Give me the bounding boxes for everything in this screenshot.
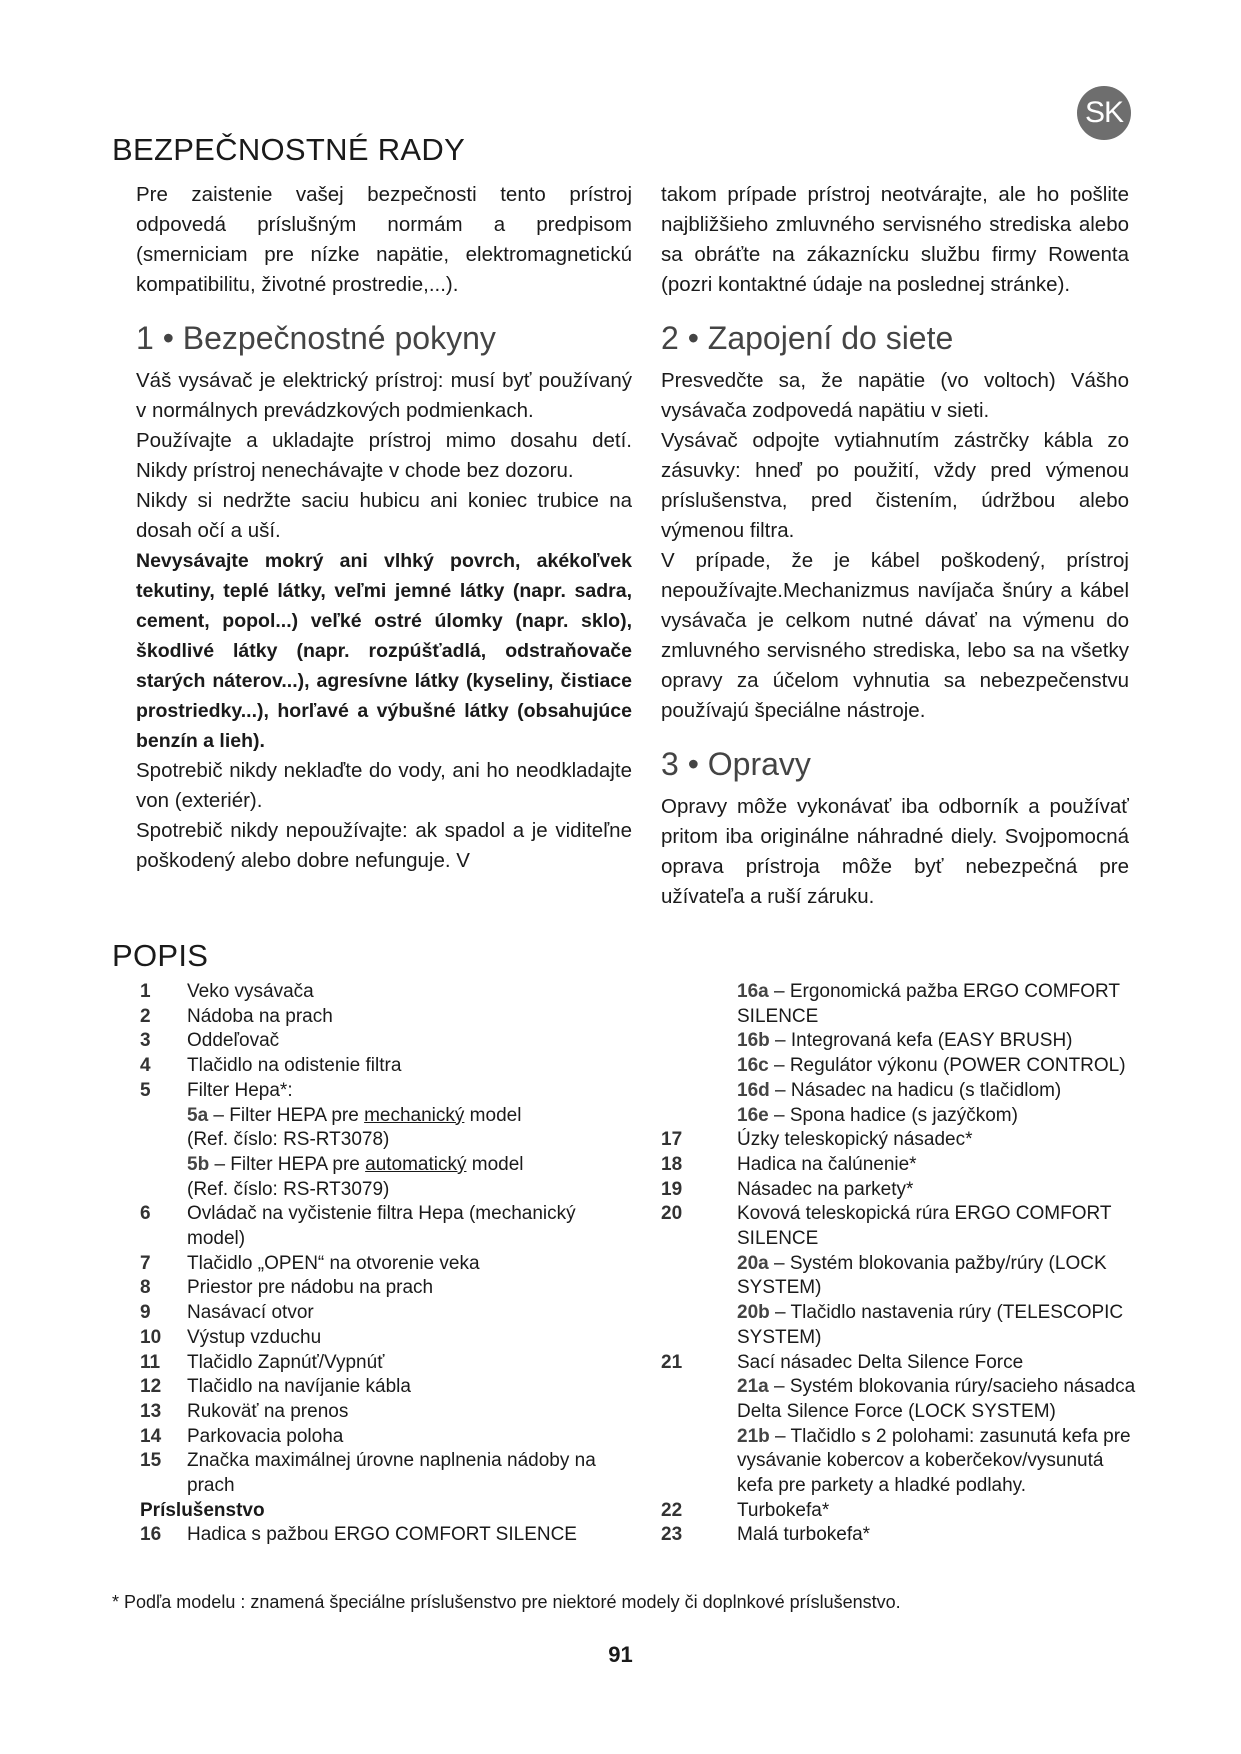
- list-item: 11 Tlačidlo Zapnúť/Vypnúť: [140, 1351, 385, 1373]
- list-item: 16 Hadica s pažbou ERGO COMFORT SILENCE: [140, 1524, 577, 1546]
- list-item: 18 Hadica na čalúnenie*: [661, 1153, 917, 1175]
- s2-p1: Presvedčte sa, že napätie (vo voltoch) Vášho vysávača zodpovedá napätiu v sieti.: [661, 369, 1129, 422]
- list-subitem: 20a – Systém blokovania pažby/rúry (LOCK SYSTEM): [737, 1252, 1107, 1299]
- list-item: 21 Sací násadec Delta Silence Force: [661, 1351, 1024, 1373]
- list-item: 8 Priestor pre nádobu na prach: [140, 1277, 434, 1299]
- list-subitem: 21a – Systém blokovania rúry/sacieho násadca Delta Silence Force (LOCK SYSTEM): [737, 1376, 1136, 1422]
- s1-p6: Spotrebič nikdy nepoužívajte: ak spadol a je viditeľne poškodený alebo dobre nefunguje. V: [136, 819, 632, 872]
- list-subitem: 16c – Regulátor výkonu (POWER CONTROL): [737, 1055, 1126, 1077]
- s1-p1: Váš vysávač je elektrický prístroj: musí byť používaný v normálnych prevádzkových podmienkach.: [136, 369, 632, 422]
- parts-list-right: [661, 980, 1137, 1548]
- list-subitem-ref: (Ref. číslo: RS-RT3078): [187, 1129, 390, 1151]
- parts-list-left: [112, 980, 632, 1548]
- list-subitem: 20b – Tlačidlo nastavenia rúry (TELESCOPIC SYSTEM): [737, 1302, 1124, 1348]
- list-item: 13 Rukoväť na prenos: [140, 1400, 349, 1422]
- safety-right-column: [661, 180, 1129, 910]
- safety-left-column: [136, 180, 632, 876]
- s2-p2: Vysávač odpojte vytiahnutím zástrčky kábla zo zásuvky: hneď po použití, vždy pred výmenou príslušenstva, pred čistením, údržbou alebo výmenou filtra.: [661, 429, 1129, 542]
- list-subitem: 16b – Integrovaná kefa (EASY BRUSH): [737, 1030, 1073, 1052]
- accessories-label: Príslušenstvo: [140, 1499, 265, 1521]
- safety-title: BEZPEČNOSTNÉ RADY: [112, 132, 466, 167]
- list-item: 6 Ovládač na vyčistenie filtra Hepa (mechanický model): [140, 1203, 576, 1250]
- list-subitem: 5a – Filter HEPA pre mechanický model: [187, 1104, 522, 1126]
- list-subitem-ref: (Ref. číslo: RS-RT3079): [187, 1178, 390, 1200]
- s1-p2: Používajte a ukladajte prístroj mimo dosahu detí. Nikdy prístroj nenechávajte v chode bez dozoru.: [136, 429, 632, 482]
- popis-title: POPIS: [112, 938, 209, 973]
- list-item: 22 Turbokefa*: [661, 1499, 830, 1521]
- list-item: 7 Tlačidlo „OPEN“ na otvorenie veka: [140, 1252, 480, 1274]
- s3-p1: Opravy môže vykonávať iba odborník a používať pritom iba originálne náhradné diely. Svojpomocná oprava prístroja môže byť nebezpečná pre užívateľa a ruší záruku.: [661, 795, 1129, 908]
- list-item: 2 Nádoba na prach: [140, 1005, 333, 1027]
- s2-p3: V prípade, že je kábel poškodený, prístroj nepoužívajte.Mechanizmus navíjača šnúry a kábel vysávača je celkom nutné dávať na výmenu do zmluvného servisného strediska, lebo sa na všetky opravy za účelom vyhnutia sa nebezpečenstvu používajú špeciálne nástroje.: [661, 549, 1129, 722]
- s1-p4: Nevysávajte mokrý ani vlhký povrch, akékoľvek tekutiny, teplé látky, veľmi jemné látky (napr. sadra, cement, popol...) veľké ostré úlomky (napr. sklo), škodlivé látky (napr. rozpúšťadlá, odstraňovače starých náterov...), agresívne látky (kyseliny, čistiace prostriedky...), horľavé a výbušné látky (obsahujúce benzín a lieh).: [136, 550, 632, 752]
- list-subitem: 16d – Násadec na hadicu (s tlačidlom): [737, 1079, 1062, 1101]
- list-item: 10 Výstup vzduchu: [140, 1326, 322, 1348]
- list-subitem: 5b – Filter HEPA pre automatický model: [187, 1153, 524, 1175]
- list-subitem: 16e – Spona hadice (s jazýčkom): [737, 1104, 1018, 1126]
- list-item: 12 Tlačidlo na navíjanie kábla: [140, 1376, 411, 1398]
- list-item: 5 Filter Hepa*:: [140, 1079, 293, 1101]
- list-subitem: 16a – Ergonomická pažba ERGO COMFORT SILENCE: [737, 981, 1120, 1027]
- list-item: 4 Tlačidlo na odistenie filtra: [140, 1055, 402, 1077]
- list-item: 19 Násadec na parkety*: [661, 1178, 914, 1200]
- list-item: 1 Veko vysávača: [140, 981, 314, 1002]
- footnote: * Podľa modelu : znamená špeciálne príslušenstvo pre niektoré modely či doplnkové príslušenstvo.: [112, 1592, 901, 1612]
- list-item: 3 Oddeľovač: [140, 1030, 280, 1052]
- list-subitem: 21b – Tlačidlo s 2 polohami: zasunutá kefa pre vysávanie kobercov a koberčekov/vysunutá kefa pre parkety a hladké podlahy.: [737, 1425, 1131, 1497]
- list-item: 15 Značka maximálnej úrovne naplnenia nádoby na prach: [140, 1450, 596, 1497]
- safety-continued: takom prípade prístroj neotvárajte, ale ho pošlite najbližšieho zmluvného servisného strediska alebo sa obráťte na zákaznícku službu firmy Rowenta (pozri kontaktné údaje na poslednej stránke).: [661, 183, 1129, 296]
- list-item: 14 Parkovacia poloha: [140, 1425, 344, 1447]
- s1-p3: Nikdy si nedržte saciu hubicu ani koniec trubice na dosah očí a uší.: [136, 489, 632, 542]
- page-number: 91: [608, 1642, 633, 1667]
- s1-title: 1 • Bezpečnostné pokyny: [136, 320, 496, 356]
- list-item: 17 Úzky teleskopický násadec*: [661, 1129, 973, 1151]
- s3-title: 3 • Opravy: [661, 746, 811, 782]
- s1-p5: Spotrebič nikdy neklaďte do vody, ani ho neodkladajte von (exteriér).: [136, 759, 632, 812]
- list-item: 23 Malá turbokefa*: [661, 1524, 871, 1546]
- list-item: 9 Nasávací otvor: [140, 1302, 314, 1324]
- language-badge: SK: [1077, 86, 1131, 140]
- safety-intro: Pre zaistenie vašej bezpečnosti tento prístroj odpovedá príslušným normám a predpisom (smerniciam pre nízke napätie, elektromagnetickú kompatibilitu, životné prostredie,...).: [136, 183, 632, 296]
- s2-title: 2 • Zapojení do siete: [661, 320, 954, 356]
- list-item: 20 Kovová teleskopická rúra ERGO COMFORT SILENCE: [661, 1203, 1112, 1250]
